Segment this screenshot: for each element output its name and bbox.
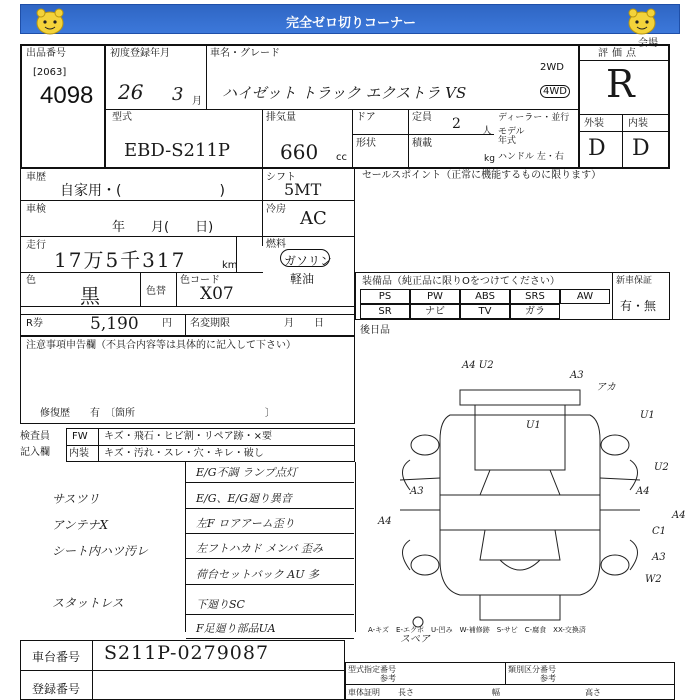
damage-mark: A3 [570, 370, 584, 381]
shift-value: 5MT [284, 180, 322, 199]
damage-mark: U2 [654, 462, 669, 473]
equipment-item: ガラ [510, 304, 560, 319]
door-label: ドア [356, 112, 376, 123]
comment-rule [186, 638, 354, 639]
repair-history: 修復歴 有 〔箇所 〕 [40, 408, 275, 419]
paint-label: 色替 [146, 286, 166, 297]
ext-grade: D [588, 136, 606, 161]
drive-2wd: 2WD [540, 62, 564, 73]
width-label: 幅 [492, 688, 500, 697]
damage-mark: U1 [640, 410, 655, 421]
fuel-circle [280, 249, 333, 268]
int-grade: D [632, 136, 650, 161]
ext-label: 外装 [584, 118, 604, 129]
comment-line: E/G、E/G廻り異音 [196, 492, 293, 505]
lot-code: [2063] [33, 67, 67, 78]
name-change-unit: 月 日 [284, 318, 324, 329]
damage-mark: C1 [652, 526, 667, 537]
dealer-label: ディーラー・並行 [498, 113, 570, 123]
length-label: 長さ [398, 688, 414, 697]
damage-mark: スペア [400, 634, 430, 645]
color-code-label: 色コード [180, 275, 220, 286]
spec-ref-2: 参考 [540, 674, 556, 683]
history-label: 車歴 [26, 172, 46, 183]
first-reg-label: 初度登録年月 [110, 48, 170, 59]
displacement-value: 660 [280, 140, 319, 164]
equipment-item: SRS [510, 289, 560, 304]
notes-header: 注意事項申告欄（不具合内容等は具体的に記入して下さい） [26, 340, 296, 351]
handle-label: ハンドル 左・右 [498, 152, 564, 162]
equipment-item: TV [460, 304, 510, 319]
spec-class-label: 類別区分番号 [508, 665, 556, 674]
load-unit: kg [484, 154, 495, 164]
mileage-label: 走行 [26, 240, 46, 251]
damage-mark: A3 [652, 552, 666, 563]
name-change-label: 名変期限 [190, 318, 230, 329]
equipment-item: ABS [460, 289, 510, 304]
lot-number: 4098 [40, 82, 94, 109]
recycle-label: R券 [26, 318, 43, 329]
comment-rule [186, 558, 354, 559]
first-reg-year: 26 [118, 80, 144, 104]
car-name-value: ハイゼット トラック エクストラ VS [222, 84, 467, 102]
first-reg-month: 3 [172, 84, 184, 105]
comment-rule [186, 508, 354, 509]
lot-label: 出品番号 [26, 48, 66, 59]
comment-line: E/G不調 ランプ点灯 [196, 466, 298, 479]
inspector-label: 検査員 [20, 431, 50, 442]
mileage-value: 17万5千317 [54, 248, 187, 272]
banner-title: 完全ゼロ切りコーナー [285, 16, 416, 31]
equipment-item: SR [360, 304, 410, 319]
recycle-value: 5,190 [90, 314, 139, 334]
equipment-item: PS [360, 289, 410, 304]
legend: A-キズ E-エクボ U-凹み W-補修跡 S-サビ C-腐食 XX-交換済 [368, 626, 586, 634]
venue-note: 会場 [638, 38, 658, 49]
comment-rule [186, 533, 354, 534]
left-note: シート内ハツ汚レ [52, 544, 149, 558]
comment-line: 下廻りSC [196, 598, 245, 611]
color-label: 色 [26, 275, 36, 286]
aircon-label: 冷房 [266, 204, 286, 215]
mascot-icon [625, 7, 659, 37]
banner [20, 4, 680, 34]
body-cert-label: 車体証明 [348, 688, 380, 697]
left-note: スタットレス [52, 596, 124, 610]
history-value: 自家用・( ) [60, 183, 225, 199]
shape-label: 形状 [356, 138, 376, 149]
header-frame [20, 44, 670, 169]
left-note: アンテナX [52, 518, 109, 532]
damage-mark: U1 [526, 420, 541, 431]
int-label: 内装 [628, 118, 648, 129]
color-value: 黒 [80, 284, 100, 308]
equipment-label: 装備品（純正品に限りOをつけてください） [362, 276, 560, 287]
inspection-label: 車検 [26, 204, 46, 215]
comment-rule [186, 482, 354, 483]
car-diagram [380, 360, 680, 630]
model-label: 型式 [112, 112, 132, 123]
comment-rule [186, 584, 354, 585]
fuel-label: 燃料 [266, 239, 286, 250]
damage-mark: A4 U2 [462, 360, 494, 371]
capacity-unit: 人 [482, 126, 492, 137]
comment-line: F足廻り部品UA [196, 622, 276, 635]
first-reg-month-unit: 月 [192, 96, 202, 107]
comment-line: 荷台セットバック AU 多 [196, 568, 319, 581]
model-year-label: モデル年式 [498, 127, 525, 146]
equipment-item: PW [410, 289, 460, 304]
spec-type-label: 型式指定番号 [348, 665, 396, 674]
new-warranty-label: 新車保証 [616, 276, 653, 286]
drive-4wd: 4WD [540, 85, 570, 98]
capacity-label: 定員 [412, 112, 432, 123]
equipment-item: AW [560, 289, 610, 304]
model-value: EBD-S211P [124, 140, 231, 161]
chassis-label: 車台番号 [32, 650, 81, 664]
inspection-value: 年 月( 日) [112, 220, 214, 235]
inspector-label-2: 記入欄 [20, 447, 50, 458]
grade-label: 評価点 [598, 48, 640, 59]
fw-label: FW [72, 431, 88, 442]
left-note: サスツリ [52, 492, 100, 506]
registration-label: 登録番号 [32, 682, 81, 696]
sales-point-label: セールスポイント（正常に機能するものに限ります） [362, 170, 602, 181]
comment-line: 左F ロアアーム歪り [196, 517, 295, 530]
damage-mark: アカ [596, 382, 616, 393]
damage-mark: A4 [672, 510, 686, 521]
shift-label: シフト [266, 172, 296, 183]
int-label-2: 内装 [69, 448, 89, 459]
damage-mark: A4 [636, 486, 650, 497]
recycle-unit: 円 [162, 318, 172, 329]
capacity-value: 2 [452, 116, 461, 132]
fuel-gasoline: ガソリン [284, 254, 333, 268]
comment-line: 左フトハカド メンバ 歪み [196, 542, 324, 555]
height-label: 高さ [585, 688, 601, 697]
fuel-diesel: 軽油 [290, 272, 315, 286]
car-name-label: 車名・グレード [210, 48, 280, 59]
new-warranty-value: 有・無 [620, 299, 657, 313]
chassis-value: S211P-0279087 [104, 642, 270, 664]
color-code: X07 [200, 284, 234, 304]
inspector-row1: キズ・飛石・ヒビ割・リペア跡・×要 [104, 431, 272, 442]
damage-mark: W2 [645, 574, 662, 585]
spec-ref-1: 参考 [380, 674, 396, 683]
grade-value: R [606, 62, 635, 106]
damage-mark: A4 [378, 516, 392, 527]
equipment-item: ナビ [410, 304, 460, 319]
displacement-unit: cc [336, 152, 347, 163]
equipment-grid [360, 289, 610, 319]
comment-rule [186, 614, 354, 615]
rear-seat-label: 後日品 [360, 325, 390, 336]
displacement-label: 排気量 [266, 112, 296, 123]
load-label: 積載 [412, 138, 432, 149]
aircon-value: AC [300, 208, 327, 229]
damage-mark: A3 [410, 486, 424, 497]
inspector-row2: キズ・汚れ・スレ・穴・キレ・破し [104, 448, 264, 459]
mileage-unit: km [222, 260, 238, 271]
